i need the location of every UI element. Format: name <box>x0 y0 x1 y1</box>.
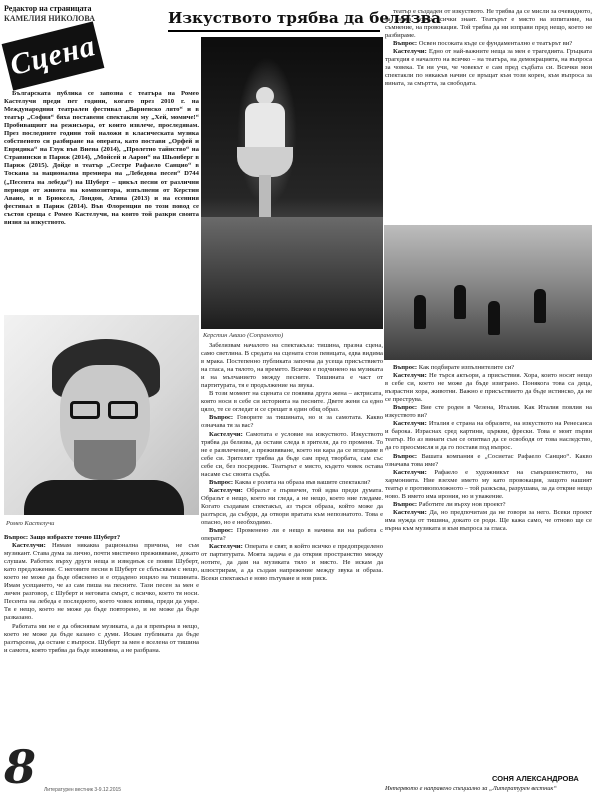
col2-p3: Въпрос: Говорите за тишината, но и за самотата. Какво означава тя за вас? <box>201 414 383 430</box>
section-tab <box>2 21 105 90</box>
col2-p8: Кастелучи: Операта е свят, в който всичко е предопределено от партитурата. Моята задача е да открия пространство между нотите, да дам на музиката тяло и място. Не искам да илюстрирам, а да създам напрежение между звука и образа. Всеки спектакъл е ново пътуване и нов риск. <box>201 543 383 583</box>
portrait-caption: Ромео Кастелучи <box>6 520 55 527</box>
col2-p2: В този момент на сцената се появява друга жена – актрисата, която носи в себе си историята на песните. Двете жени са едно цяло, те се огледат и се срещат в един общ образ. <box>201 390 383 414</box>
col2-p6: Кастелучи: Образът е първичен, той идва преди думата. Образът е нещо, което ни гледа, а не нещо, което ние гледаме. Когато създавам спектакъл, аз търся образа, който може да разтърси, да събуди, да отвори вратата към непознатото. Това е опасно, но е необходимо. <box>201 486 383 527</box>
editor-credit <box>4 4 164 24</box>
dancer-photo <box>201 37 383 329</box>
col3b-p4: Кастелучи: Италия е страна на образите, на изкуството на Ренесанса и барока. Израснах сред картини, църкви, фрески. Това е моят първи театър. Но аз винаги съм се опитвал да се освободя от това наследство, да го преосмисля и да го поставя под въпрос. <box>385 420 592 452</box>
column-center <box>201 342 383 782</box>
col3a-p3: Кастелучи: Едно от най-важните неща за мен е трагедията. Гръцката трагедия е началото на всичко – на театъра, на демокрацията, на въпроса за човека. Тя ни учи, че човекът е сам пред съдбата си. Всички мои спектакли по някакъв начин се връщат към този корен, към въпроса за вината, за смъртта, за свободата. <box>385 48 592 88</box>
col1-p2: Кастелучи: Нямам някаква рационална причина, не съм музикант. Става дума за лично, почти мистично преживяване, докато слушам. Работих върху други неща и изведнъж се появи Шуберт, като предложение. С неговите песни в Шуберт се сблъсквам с нещо, което не може да бъде обяснено и е отдадено изцяло на тишината. Имам усещането, че аз сам пиша на песните. Тази песен за мен е личен разговор, с Шуберт и неговата смърт, с всичко, което тя носи. Песента на лебеда е последното, което човек изпява, преди да умре. Тя е нещо, което не може да бъде повторено, и не може да бъде разказано. <box>4 542 199 622</box>
column-right-lower <box>385 364 592 770</box>
col1-q1: Въпрос: Защо избрахте точно Шуберт? <box>4 534 121 541</box>
col3b-p8: Кастелучи: Да, но предпочитам да не говоря за него. Всеки проект има нужда от тишина, докато се роди. Ще кажа само, че отново ще се върна към музиката и към въпроса за гласа. <box>385 508 592 532</box>
headline-rule <box>168 30 380 32</box>
col2-p5: Въпрос: Каква е ролята на образа във вашите спектакли? <box>209 478 371 486</box>
col3b-p1: Въпрос: Как подбирате изпълнителите си? <box>393 364 515 371</box>
footer-note: Литературен вестник 3-9.12.2015 <box>44 787 122 793</box>
col2-p1: Забелязвам началото на спектакъла: тишина, празна сцена, само светлина. В средата на сцената стои певицата, едва видима в мрака. Постепенно публиката започва да усеща присъствието на гласа, на тялото, на времето. Всичко е подчинено на музиката и на мълчанието между песните. Тишината е част от партитурата, тя е продължение на звука. <box>201 342 383 390</box>
closing-note: Интервюто е направено специално за „Литературен вестник“ <box>385 785 557 792</box>
page-number: 8 <box>4 740 37 794</box>
article-headline: Изкуството трябва да белязва <box>168 9 442 27</box>
intro-paragraph: Българската публика се запозна с театъра на Ромео Кастелучи преди пет години, когато през 2010 г. на Международния театрален фестивал „Варненско лято“ и в театър „София“ бяха поставени спектакли му „Хей, момиче!“ Пробиващият на режисьора, от които извлече, проследявам. През последните години той наложи в класическата музика собственото си разбиране на операта, като постави „Орфей и Евридика“ на Глук във Виена (2014), „Пролетно тайнство“ на Стравински в Париж (2014), „Мойсей и Аарон“ на Шьонберг в Париж (2015). Дойде в театър „Сестре Рафаело Санцио“ в Тоскана за национална премиера на „Лебедова песен“ D744 („Песента на лебеда“) на Шуберт – цикъл песни от различни периоди от живота на композитора, изпълнени от Керстин Аваио, и в Брюксел, Лондон, Атина (2013) и на есенния фестивал в Париж (2014). Във Флоренция по този повод се състоя среща с Ромео Кастелучи, на която той разкри своята визия за изкуството. <box>4 90 199 226</box>
col3b-p6: Кастелучи: Рафаело е художникът на съвършенството, на хармонията. Ние взехме името му като провокация, защото нашият театър е противоположното – той разкъсва, разрушава, за да открие нещо ново. В името има ирония, но и уважение. <box>385 468 592 500</box>
column-right-upper <box>385 8 592 220</box>
column-left-lower <box>4 534 199 744</box>
editor-name: КАМЕЛИЯ НИКОЛОВА <box>4 14 95 23</box>
portrait-photo <box>4 315 199 515</box>
col3a-p1: театър е създаден от изкуството. Не трябва да се мисли за очевидното, за онова, което всички знаят. Театърът е място на изпитание, на съмнение, на провокация. Той трябва да ни изправи пред нещо, което не разбираме. <box>385 8 592 40</box>
stage-photo <box>384 225 592 360</box>
col3b-p2: Кастелучи: Не търся актьори, а присъствия. Хора, които носят нещо в себе си, което не може да бъде изиграно. Понякога това са деца, възрастни хора, животни. Важно е присъствието да бъде истинско, да не се преструва. <box>385 372 592 404</box>
col3b-p3: Въпрос: Вие сте роден в Чезена, Италия. Как Италия повлия на изкуството ви? <box>385 404 592 420</box>
col2-p7: Въпрос: Променено ли е нещо в начина ви на работа с операта? <box>201 527 383 543</box>
author-signature: СОНЯ АЛЕКСАНДРОВА <box>492 774 579 783</box>
editor-label: Редактор на страницата <box>4 4 92 13</box>
dancer-caption: Керстин Аваио (Сопраното) <box>203 332 284 339</box>
section-label: Сцена <box>6 29 99 83</box>
col3b-p7: Въпрос: Работите ли върху нов проект? <box>393 500 506 508</box>
col3b-p5: Въпрос: Вашата компания е „Сосиетас Рафаело Санцио“. Какво означава това име? <box>385 452 592 468</box>
col3a-p2: Въпрос: Освен посоката къде се фундаментално е театърът ви? <box>393 40 573 48</box>
col2-p4: Кастелучи: Самотата е условие на изкуството. Изкуството трябва да белязва, да оставя следа в зрителя, да го променя. То не е развлечение, а преживяване, което ни кара да се вгледаме в себе си. Зрителят трябва да бъде сам пред творбата, сам със себе си, без посредник. Театърът е място, където човек остава насаме със своята съдба. <box>201 430 383 478</box>
col1-p3: Работата ми не е да обяснявам музиката, а да я превърна в нещо, което не може да бъде казано с думи. Искам публиката да бъде разтърсена, да остане с въпроси. Шуберт за мен е вселена от тишина и самота, която трябва да бъде изживяна, а не разбрана. <box>4 622 199 654</box>
